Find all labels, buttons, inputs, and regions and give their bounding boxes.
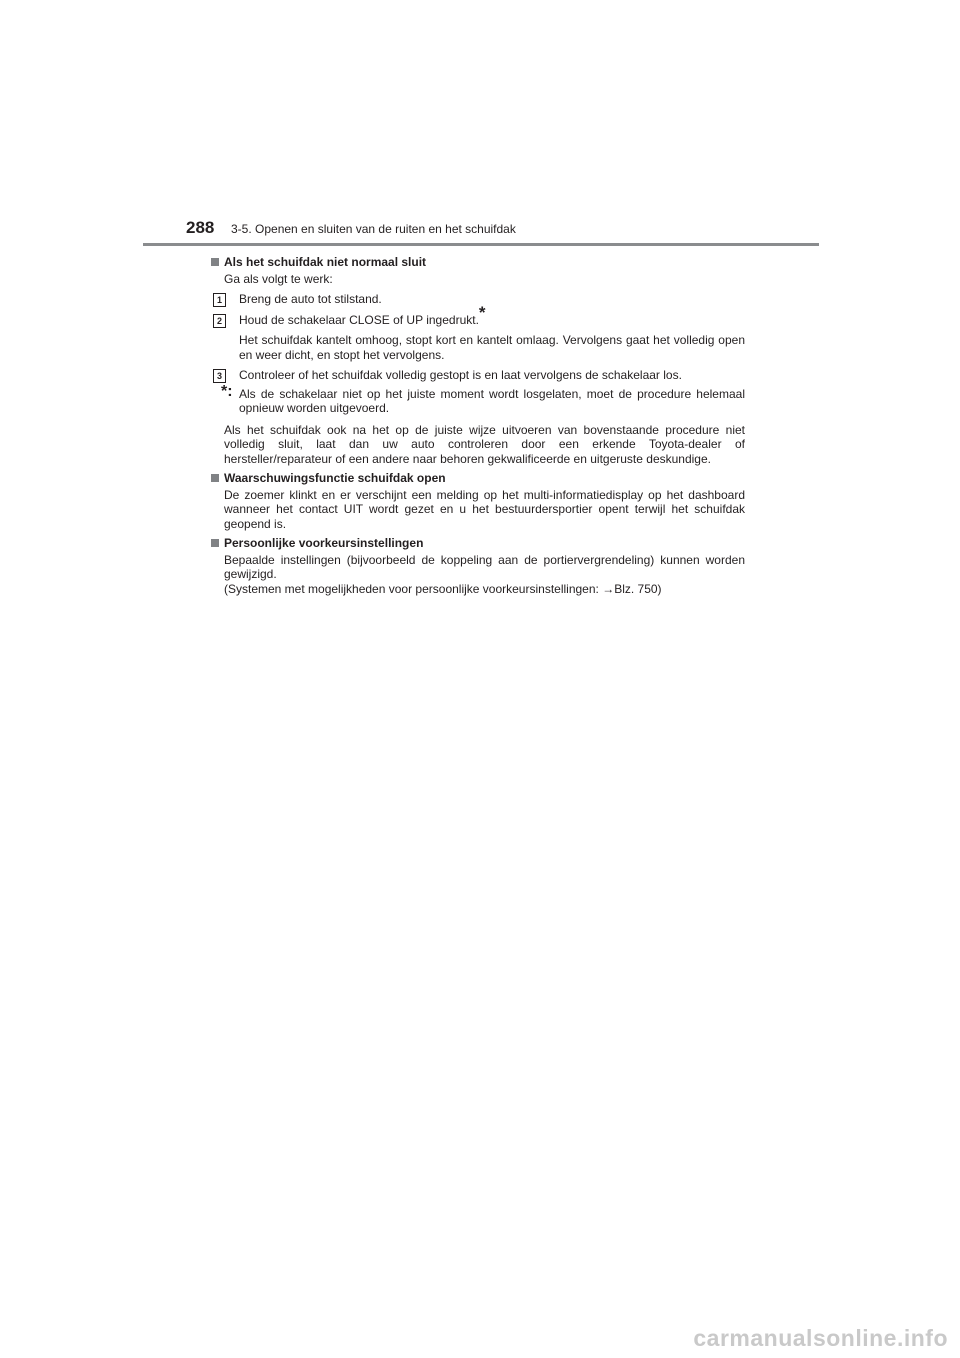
step-number-badge: 1	[213, 293, 226, 307]
step-number-badge: 3	[213, 369, 226, 383]
page-number: 288	[186, 218, 215, 237]
open-warning-paragraph: De zoemer klinkt en er verschijnt een melding op het multi-informatiedisplay op het dashboard wanneer het contact UIT wordt gezet en u het bestuurdersportier opent terwijl het schuifdak geopend is.	[224, 487, 745, 531]
square-bullet-icon	[211, 474, 219, 482]
section-heading-personal-settings: Persoonlijke voorkeursinstellingen	[211, 536, 745, 551]
asterisk-mark: *	[478, 302, 486, 322]
page-content	[211, 255, 745, 596]
intro-text: Ga als volgt te werk:	[224, 271, 333, 286]
step-text: Houd de schakelaar CLOSE of UP ingedrukt.	[239, 312, 479, 327]
personal-settings-paragraph: Bepaalde instellingen (bijvoorbeeld de koppeling aan de portiervergrendeling) kunnen worden gewijzigd.	[224, 552, 745, 581]
step-number-badge: 2	[213, 314, 226, 328]
step-2-detail: Het schuifdak kantelt omhoog, stopt kort en kantelt omlaag. Vervolgens gaat het volledig open en weer dicht, en stopt het vervolgens.	[239, 333, 745, 362]
section-heading-sunroof-not-closing: Als het schuifdak niet normaal sluit	[211, 255, 745, 270]
step-2	[211, 302, 745, 328]
step-text: Controleer of het schuifdak volledig gestopt is en laat vervolgens de schakelaar los.	[239, 368, 682, 382]
page-reference: (Systemen met mogelijkheden voor persoonlijke voorkeursinstellingen: →Blz. 750)	[224, 581, 662, 596]
step-3	[211, 368, 745, 383]
square-bullet-icon	[211, 539, 219, 547]
square-bullet-icon	[211, 258, 219, 266]
chapter-title: 3-5. Openen en sluiten van de ruiten en het schuifdak	[231, 222, 516, 236]
note-paragraph: Als het schuifdak ook na het op de juiste wijze uitvoeren van bovenstaande procedure niet volledig sluit, laat dan uw auto controleren door een erkende Toyota-dealer of hersteller/reparateur of een andere naar behoren gekwalificeerde en uitgeruste deskundige.	[224, 422, 745, 466]
watermark: carmanualsonline.info	[693, 1325, 948, 1351]
header-rule	[143, 243, 819, 246]
footnote-text: Als de schakelaar niet op het juiste moment wordt losgelaten, moet de procedure helemaal opnieuw worden uitgevoerd.	[239, 386, 745, 415]
section-heading-open-warning: Waarschuwingsfunctie schuifdak open	[211, 471, 745, 486]
footnote	[211, 382, 745, 416]
step-text: Breng de auto tot stilstand.	[239, 292, 382, 306]
footnote-mark: *:	[221, 382, 233, 400]
